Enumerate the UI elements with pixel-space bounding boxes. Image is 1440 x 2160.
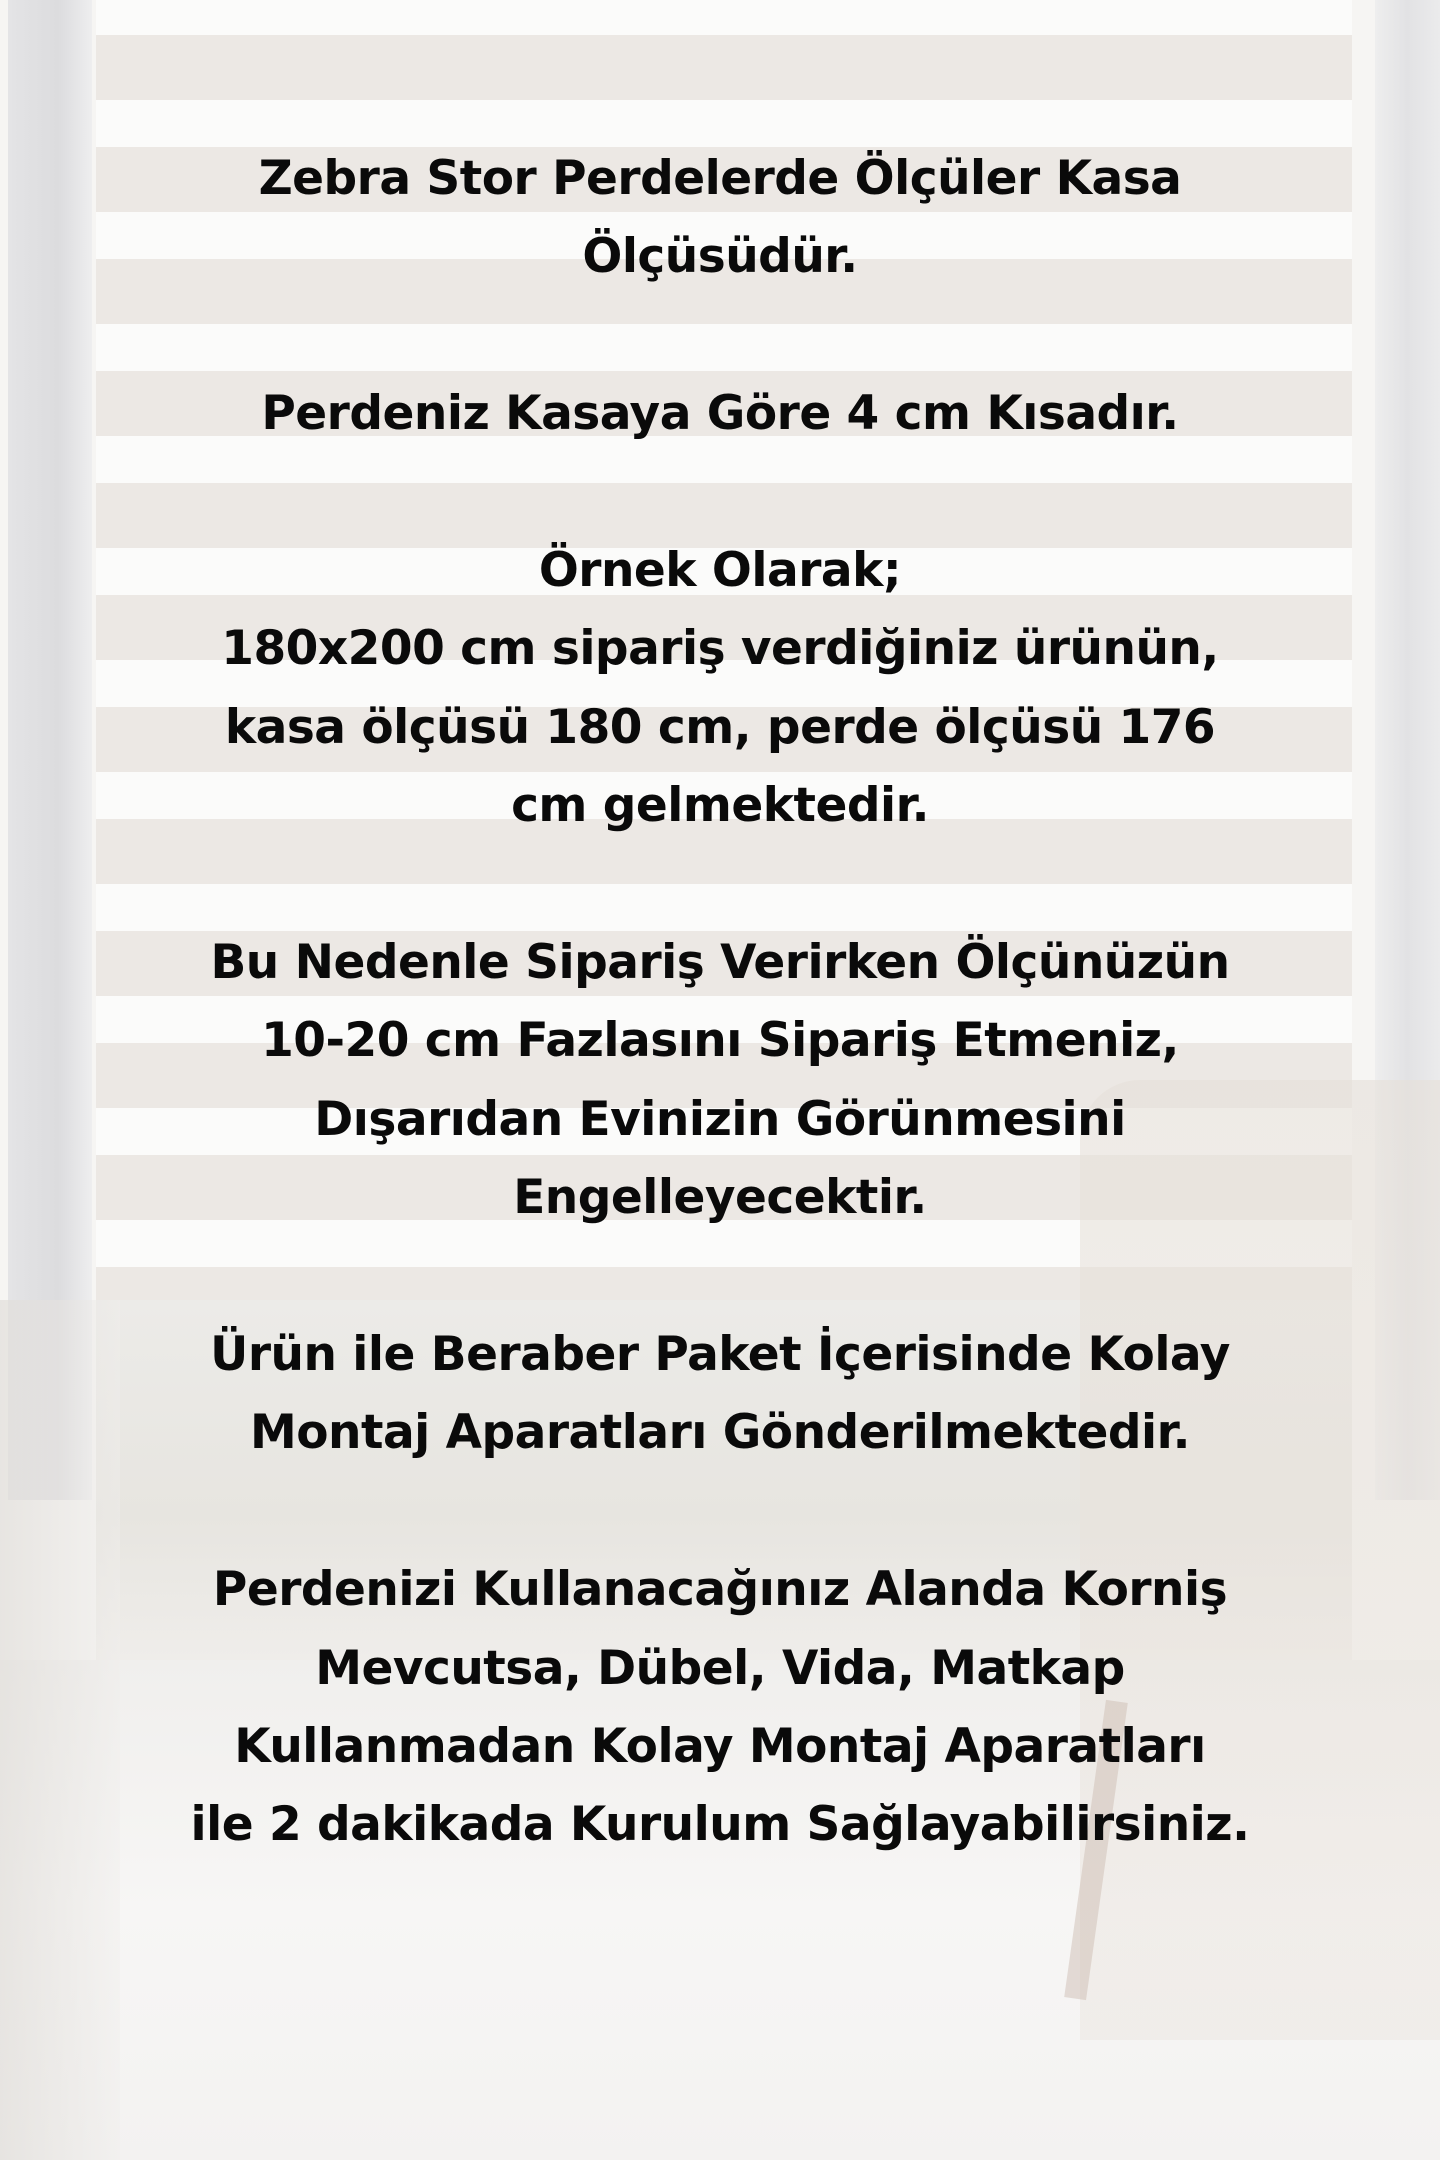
text-line: Engelleyecektir. (513, 1170, 927, 1226)
text-line: Örnek Olarak; (538, 543, 902, 598)
text-line: ile 2 dakikada Kurulum Sağlayabilirsiniz. (190, 1797, 1250, 1853)
paragraph-recommendation (0, 924, 1440, 1238)
paragraph-shorter (0, 375, 1440, 453)
text-line: Perdenizi Kullanacağınız Alanda Korniş (212, 1562, 1228, 1618)
paragraph-package (0, 1316, 1440, 1473)
text-line: Ölçüsüdür. (582, 229, 858, 285)
paragraph-example (0, 532, 1440, 846)
text-line: Bu Nedenle Sipariş Verirken Ölçünüzün (210, 935, 1230, 991)
text-line: Dışarıdan Evinizin Görünmesini (314, 1091, 1126, 1147)
text-line: kasa ölçüsü 180 cm, perde ölçüsü 176 (224, 699, 1216, 755)
text-line: cm gelmektedir. (511, 778, 929, 834)
paragraph-measurement (0, 140, 1440, 297)
text-line: 10-20 cm Fazlasını Sipariş Etmeniz, (261, 1013, 1179, 1069)
paragraph-installation (0, 1551, 1440, 1865)
text-line: Perdeniz Kasaya Göre 4 cm Kısadır. (261, 386, 1179, 442)
text-line: 180x200 cm sipariş verdiğiniz ürünün, (221, 621, 1219, 677)
info-text (0, 140, 1440, 1943)
text-line: Kullanmadan Kolay Montaj Aparatları (234, 1719, 1206, 1775)
text-line: Ürün ile Beraber Paket İçerisinde Kolay (210, 1327, 1230, 1383)
text-line: Montaj Aparatları Gönderilmektedir. (249, 1405, 1191, 1461)
text-line: Mevcutsa, Dübel, Vida, Matkap (315, 1640, 1125, 1696)
text-line: Zebra Stor Perdelerde Ölçüler Kasa (258, 151, 1182, 206)
